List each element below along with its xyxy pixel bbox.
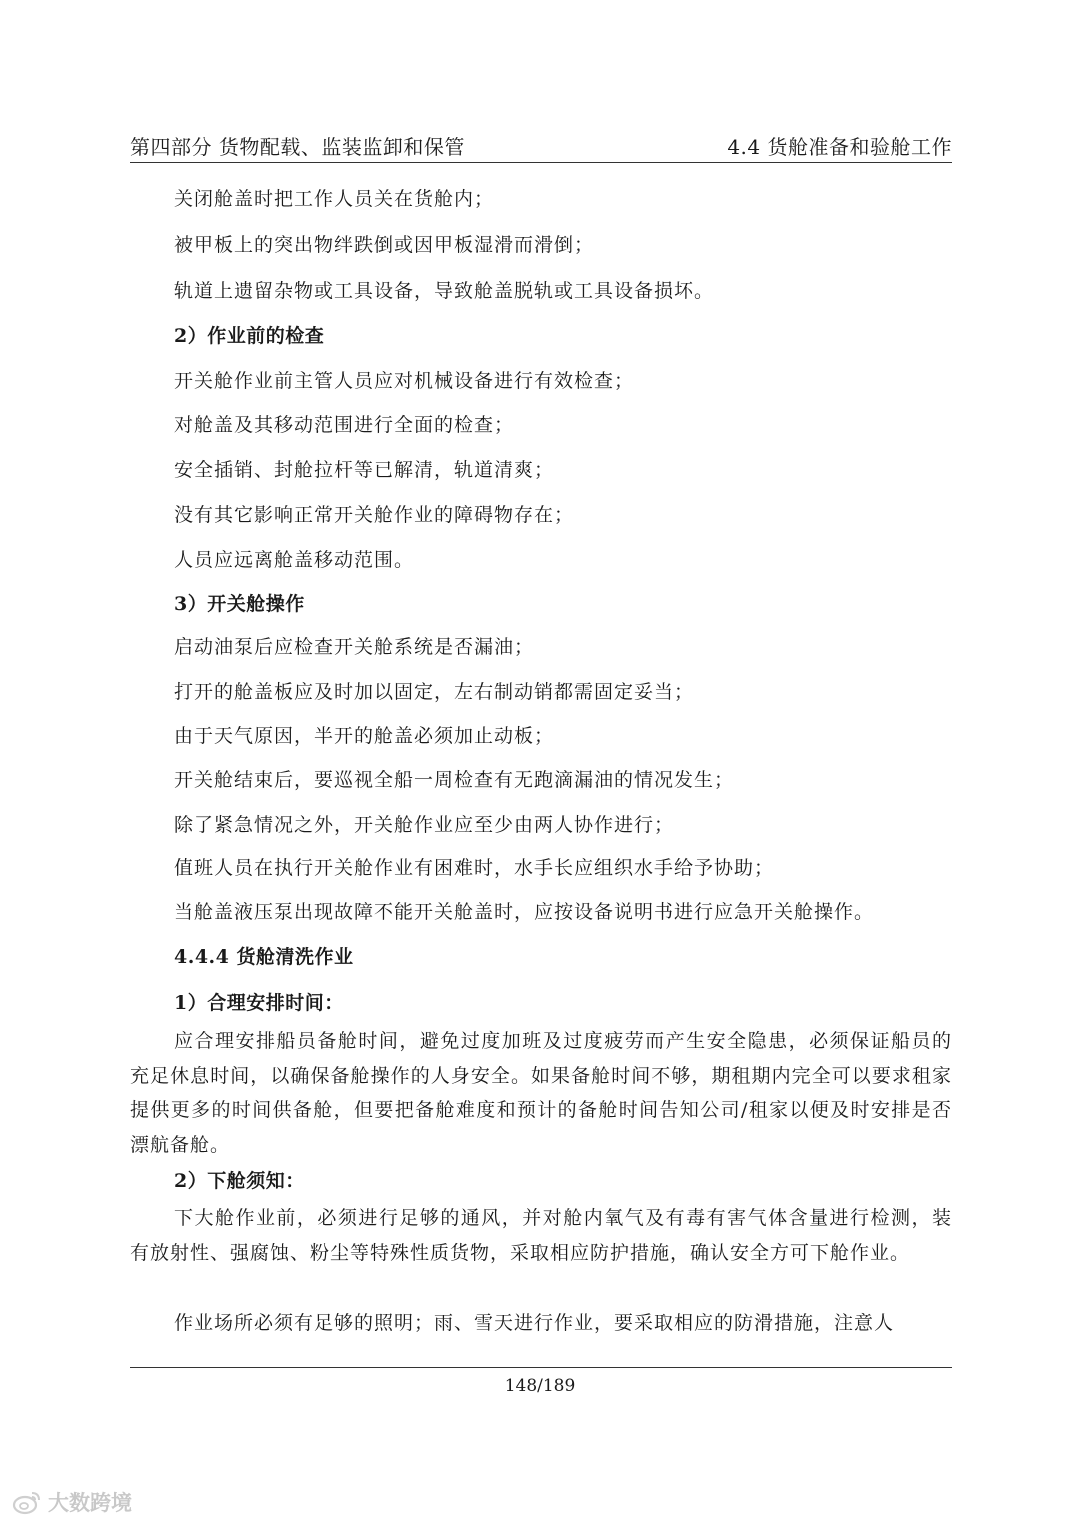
- header-chapter-title: 4.4 货舱准备和验舱工作: [727, 135, 952, 159]
- section-heading: 2）作业前的检查: [174, 325, 325, 347]
- page-number: 148/189: [504, 1376, 576, 1396]
- paragraph: 应合理安排船员备舱时间，避免过度加班及过度疲劳而产生安全隐患，必须保证船员的充足休息时间，以确保备舱操作的人身安全。如果备舱时间不够，期租期内完全可以要求租家提供更多的时间供备舱，但要把备舱难度和预计的备舱时间告知公司/租家以便及时安排是否漂航备舱。: [130, 1030, 952, 1156]
- footer-divider: [130, 1367, 952, 1368]
- section-heading: 3）开关舱操作: [174, 593, 305, 615]
- watermark-text: 大数跨境: [48, 1491, 132, 1515]
- list-item: 当舱盖液压泵出现故障不能开关舱盖时，应按设备说明书进行应急开关舱操作。: [174, 901, 875, 923]
- list-item: 由于天气原因，半开的舱盖必须加止动板；: [174, 725, 555, 747]
- section-heading: 2）下舱须知：: [174, 1170, 305, 1192]
- list-item: 被甲板上的突出物绊跌倒或因甲板湿滑而滑倒；: [174, 234, 595, 256]
- page-header: [130, 128, 952, 163]
- list-item: 安全插销、封舱拉杆等已解清，轨道清爽；: [174, 459, 555, 481]
- list-item: 关闭舱盖时把工作人员关在货舱内；: [174, 188, 495, 210]
- list-item: 开关舱结束后，要巡视全船一周检查有无跑滴漏油的情况发生；: [174, 769, 735, 791]
- header-section-title: 第四部分 货物配载、监装监卸和保管: [130, 135, 465, 159]
- list-item: 对舱盖及其移动范围进行全面的检查；: [174, 414, 515, 436]
- list-item: 开关舱作业前主管人员应对机械设备进行有效检查；: [174, 370, 635, 392]
- paragraph: 作业场所必须有足够的照明；雨、雪天进行作业，要采取相应的防滑措施，注意人: [174, 1312, 895, 1334]
- list-item: 轨道上遗留杂物或工具设备，导致舱盖脱轨或工具设备损坏。: [174, 280, 715, 302]
- list-item: 值班人员在执行开关舱作业有困难时，水手长应组织水手给予协助；: [174, 857, 775, 879]
- weibo-logo-icon: [12, 1489, 42, 1515]
- subsection-heading: 4.4.4 货舱清洗作业: [174, 946, 354, 968]
- list-item: 没有其它影响正常开关舱作业的障碍物存在；: [174, 504, 575, 526]
- list-item: 打开的舱盖板应及时加以固定，左右制动销都需固定妥当；: [174, 681, 695, 703]
- section-heading: 1）合理安排时间：: [174, 992, 344, 1014]
- paragraph: 下大舱作业前，必须进行足够的通风，并对舱内氧气及有毒有害气体含量进行检测，装有放射性、强腐蚀、粉尘等特殊性质货物，采取相应防护措施，确认安全方可下舱作业。: [130, 1207, 952, 1264]
- list-item: 人员应远离舱盖移动范围。: [174, 549, 415, 571]
- list-item: 启动油泵后应检查开关舱系统是否漏油；: [174, 636, 535, 658]
- watermark: [12, 1488, 132, 1516]
- list-item: 除了紧急情况之外，开关舱作业应至少由两人协作进行；: [174, 814, 675, 836]
